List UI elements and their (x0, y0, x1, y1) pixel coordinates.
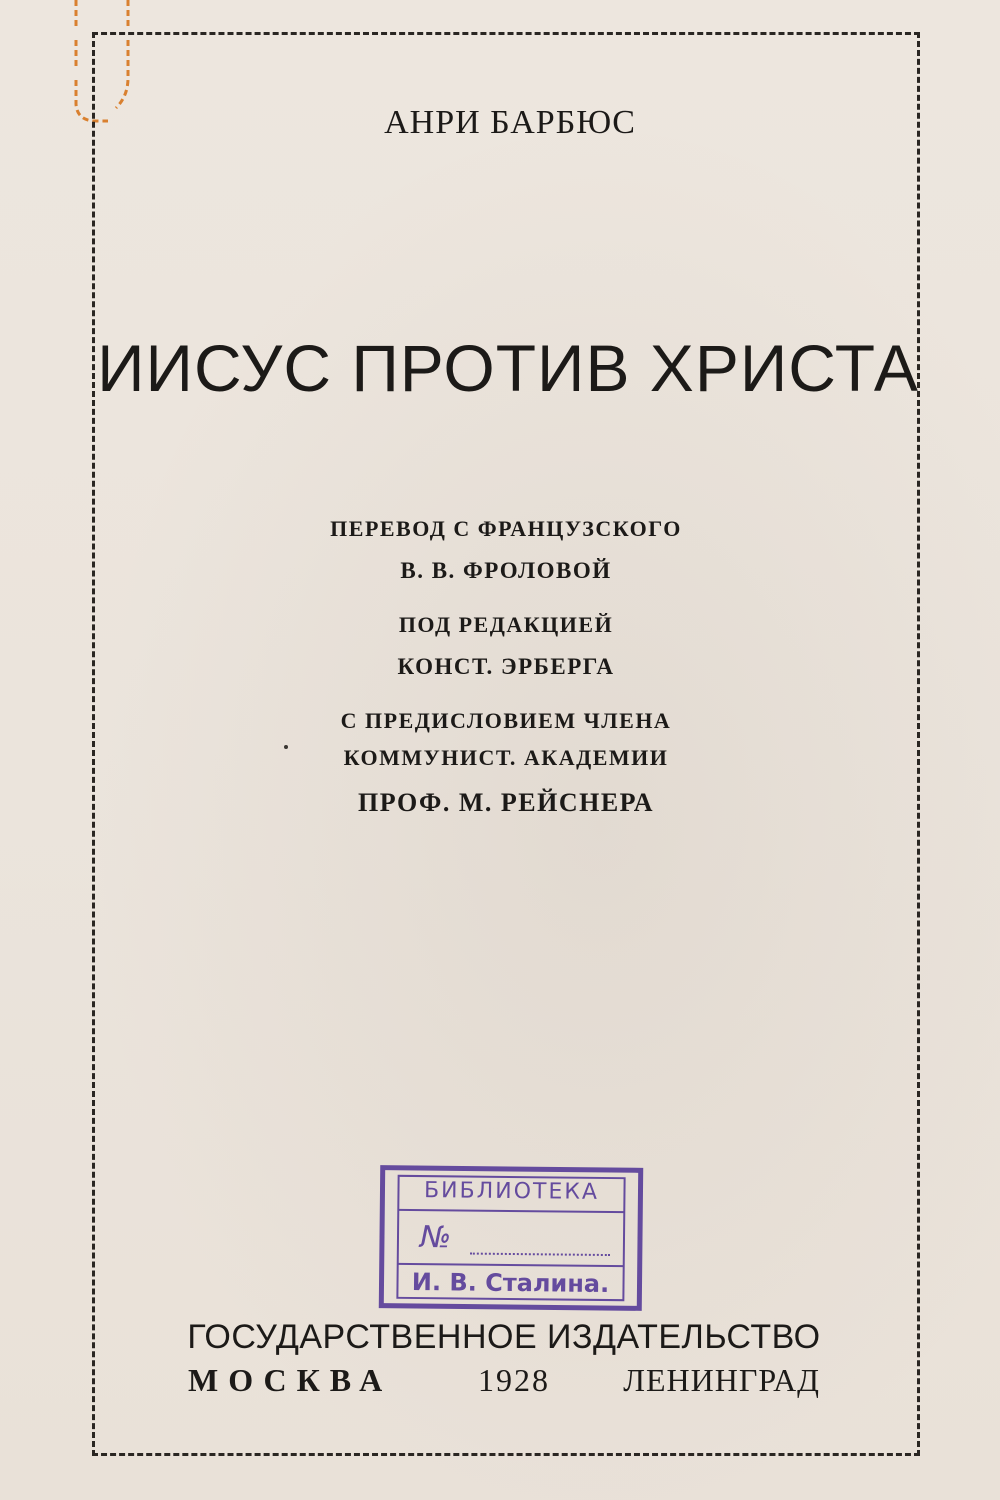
stamp-library-label: БИБЛИОТЕКА (423, 1178, 600, 1205)
translation-note: ПЕРЕВОД С ФРАНЦУЗСКОГО (330, 516, 682, 541)
academy-name: КОММУНИСТ. АКАДЕМИИ (343, 745, 669, 770)
preface-note: С ПРЕДИСЛОВИЕМ ЧЛЕНА (340, 708, 672, 733)
publisher-name: ГОСУДАРСТВЕННОЕ ИЗДАТЕЛЬСТВО (187, 1318, 821, 1356)
imprint-city-moscow: МОСКВА (188, 1362, 393, 1398)
editing-note: ПОД РЕДАКЦИЕЙ (398, 612, 614, 637)
imprint-city-leningrad: ЛЕНИНГРАД (623, 1362, 820, 1398)
stamp-number-sign: № (419, 1220, 452, 1256)
imprint-year: 1928 (478, 1362, 550, 1398)
translator-name: В. В. ФРОЛОВОЙ (400, 558, 612, 583)
library-stamp (377, 1164, 645, 1313)
stamp-library-name: И. В. Сталина. (411, 1267, 610, 1299)
preface-author: ПРОФ. М. РЕЙСНЕРА (358, 788, 654, 817)
editor-name: КОНСТ. ЭРБЕРГА (397, 654, 615, 679)
author-name: АНРИ БАРБЮС (384, 104, 636, 141)
ink-speck (284, 745, 288, 749)
imprint-line (188, 1362, 820, 1406)
book-title: ИИСУС ПРОТИВ ХРИСТА (97, 331, 919, 405)
